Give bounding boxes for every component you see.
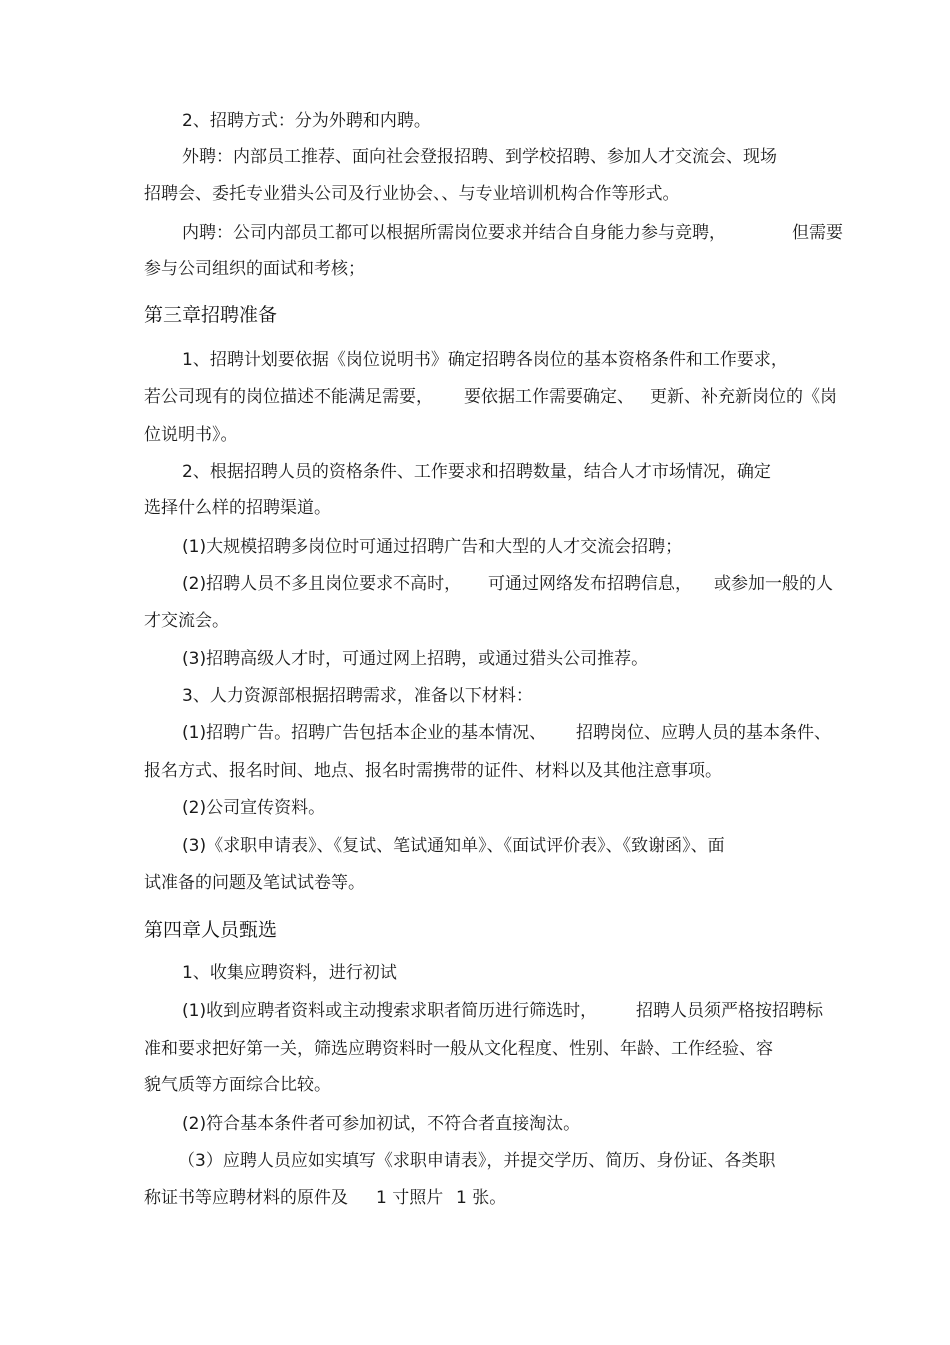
text-line: 或参加一般的人: [714, 574, 833, 594]
text-line: (3)招聘高级人才时，可通过网上招聘，或通过猎头公司推荐。: [182, 649, 649, 669]
text-line: (2)招聘人员不多且岗位要求不高时，: [182, 574, 462, 594]
text-line: (2)公司宣传资料。: [182, 798, 326, 818]
text-line: 2、根据招聘人员的资格条件、工作要求和招聘数量，结合人才市场情况，确定: [182, 462, 771, 482]
text-line: (1)大规模招聘多岗位时可通过招聘广告和大型的人才交流会招聘；: [182, 537, 683, 557]
text-line: （3）应聘人员应如实填写《求职申请表》，并提交学历、简历、身份证、各类职: [178, 1151, 776, 1171]
text-line: 1 寸照片: [376, 1188, 444, 1208]
text-line: 1、招聘计划要依据《岗位说明书》确定招聘各岗位的基本资格条件和工作要求，: [182, 350, 788, 370]
text-line: 报名方式、报名时间、地点、报名时需携带的证件、材料以及其他注意事项。: [144, 761, 722, 781]
text-line: 参与公司组织的面试和考核；: [144, 259, 365, 279]
text-line: 选择什么样的招聘渠道。: [144, 498, 331, 518]
text-line: 内聘：公司内部员工都可以根据所需岗位要求并结合自身能力参与竞聘，: [182, 223, 726, 243]
text-line: 可通过网络发布招聘信息，: [488, 574, 692, 594]
text-line: 位说明书》。: [144, 425, 238, 445]
text-line: 貌气质等方面综合比较。: [144, 1075, 331, 1095]
text-line: 才交流会。: [144, 611, 229, 631]
text-line: 外聘：内部员工推荐、面向社会登报招聘、到学校招聘、参加人才交流会、现场: [182, 147, 777, 167]
text-line: 1 张。: [456, 1188, 507, 1208]
text-line: 2、招聘方式：分为外聘和内聘。: [182, 111, 431, 131]
chapter-heading: 第三章招聘准备: [144, 304, 278, 326]
text-line: 但需要: [792, 223, 843, 243]
text-line: 准和要求把好第一关，筛选应聘资料时一般从文化程度、性别、年龄、工作经验、容: [144, 1039, 773, 1059]
text-line: 称证书等应聘材料的原件及: [144, 1188, 348, 1208]
text-line: (3)《求职申请表》、《复试、笔试通知单》、《面试评价表》、《致谢函》、面: [182, 836, 725, 856]
text-line: (1)招聘广告。招聘广告包括本企业的基本情况、: [182, 723, 547, 743]
text-line: 1、收集应聘资料，进行初试: [182, 963, 397, 983]
text-line: 更新、补充新岗位的《岗: [650, 387, 837, 407]
text-line: (2)符合基本条件者可参加初试，不符合者直接淘汰。: [182, 1114, 581, 1134]
text-line: 招聘会、委托专业猎头公司及行业协会、、与专业培训机构合作等形式。: [144, 184, 680, 204]
text-line: 招聘岗位、应聘人员的基本条件、: [576, 723, 831, 743]
text-line: 试准备的问题及笔试试卷等。: [144, 873, 365, 893]
chapter-heading: 第四章人员甄选: [144, 919, 278, 941]
text-line: 若公司现有的岗位描述不能满足需要，: [144, 387, 433, 407]
text-line: 3、人力资源部根据招聘需求，准备以下材料：: [182, 686, 533, 706]
text-line: (1)收到应聘者资料或主动搜索求职者简历进行筛选时，: [182, 1001, 598, 1021]
text-line: 招聘人员须严格按招聘标: [636, 1001, 823, 1021]
text-line: 要依据工作需要确定、: [464, 387, 634, 407]
